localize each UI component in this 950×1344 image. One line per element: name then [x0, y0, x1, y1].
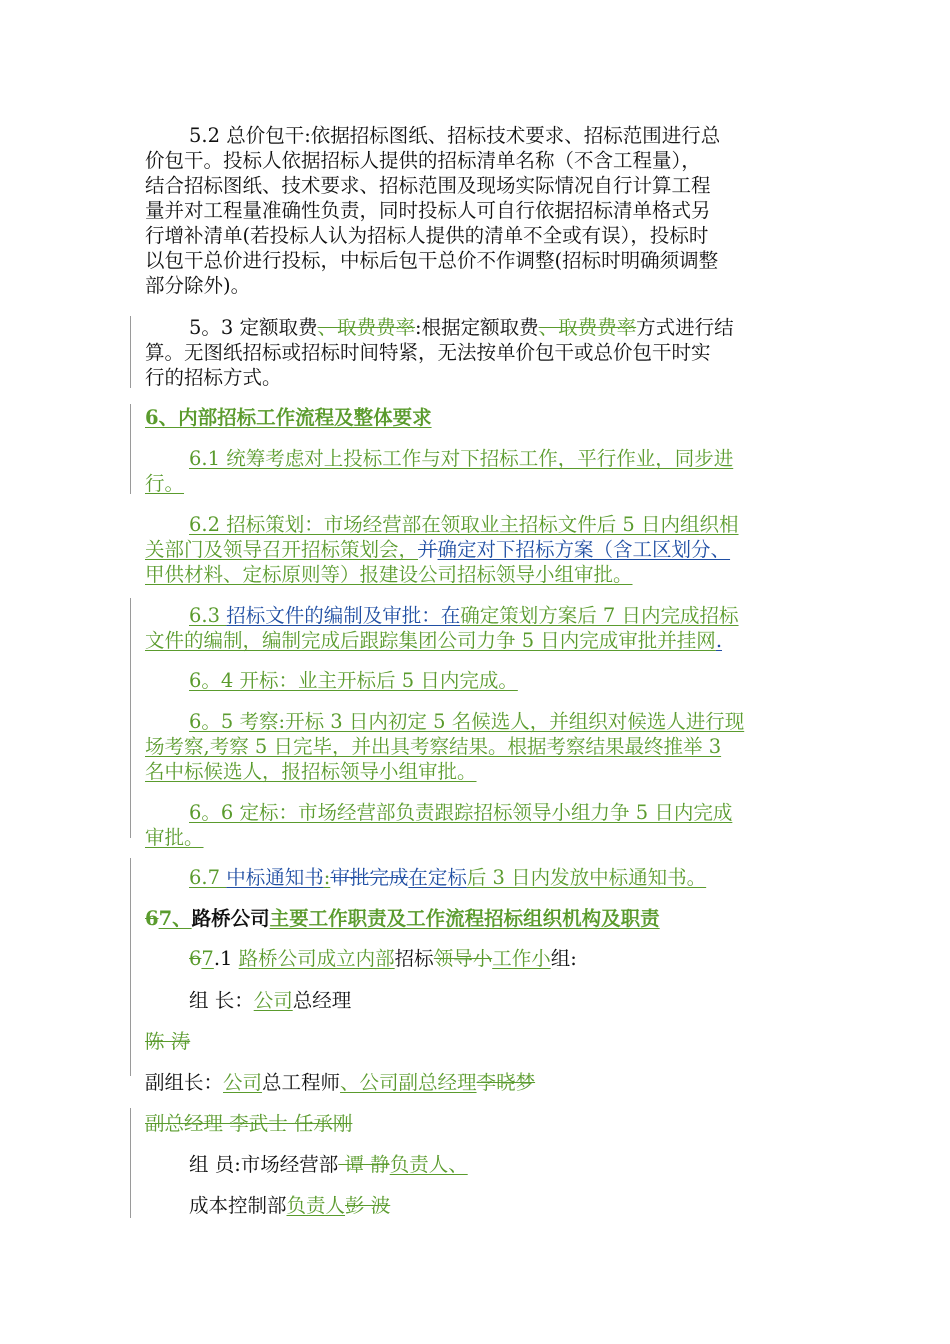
text-line [145, 988, 810, 1013]
text-line: 结合招标图纸、技术要求、招标范围及现场实际情况自行计算工程 [145, 174, 711, 197]
inserted-text: 7、 [158, 907, 192, 930]
inserted-text: 6.1 统筹考虑对上投标工作与对下招标工作，平行作业，同步进 [189, 447, 734, 470]
text-run: :根据定额取费 [415, 316, 539, 339]
inserted-text: 工作小 [492, 947, 551, 970]
text-line: 行增补清单(若投标人认为招标人提供的清单不全或有误），投标时 [145, 224, 709, 247]
team-member-line [145, 1152, 810, 1177]
paragraph-5-3 [145, 315, 810, 390]
text-run: 副组长： [145, 1071, 224, 1094]
inserted-text: 6。5 考察:开标 3 日内初定 5 名候选人，并组织对候选人进行现 [189, 710, 745, 733]
inserted-text: 6。6 定标：市场经营部负责跟踪招标领导小组力争 5 日内完成 [189, 801, 733, 824]
inserted-text: 负责人、 [389, 1153, 468, 1176]
deleted-text: 领导小 [433, 947, 493, 970]
text-run: 组 长： [189, 989, 254, 1012]
deleted-text: 审批完成 [330, 866, 409, 889]
inserted-text: 关部门及领导召开招标策划会， [145, 538, 419, 561]
deleted-text: 6 [189, 947, 202, 970]
inserted-text: 、公司副总经理 [340, 1071, 477, 1094]
text-line: 部分除外)。 [145, 274, 251, 297]
inserted-text: 公司 [253, 989, 293, 1012]
change-bar [130, 598, 131, 838]
deleted-deputy-line [145, 1111, 810, 1136]
text-run: 5。3 定额取费 [189, 316, 318, 339]
text-run: 组 员:市场经营部 [189, 1153, 339, 1176]
deleted-text: 李晓梦 [476, 1071, 536, 1094]
text-line: 价包干。投标人依据招标人提供的招标清单名称（不含工程量）， [145, 149, 701, 172]
text-line: 以包干总价进行投标，中标后包干总价不作调整(招标时明确须调整 [145, 249, 719, 272]
text-line [145, 865, 810, 890]
text-run: 总经理 [292, 989, 352, 1012]
text-line [145, 946, 810, 971]
inserted-text: 中标通知书 [226, 866, 324, 889]
change-bar [130, 404, 131, 494]
text-line: 行的招标方式。 [145, 366, 282, 389]
text-run: 成本控制部 [189, 1194, 287, 1217]
deputy-leader-line [145, 1070, 810, 1095]
inserted-text: 6.3 [189, 604, 227, 627]
inserted-text: 路桥公司成立内部 [238, 947, 395, 970]
text-run: 招标 [394, 947, 434, 970]
text-line [145, 628, 810, 653]
change-bar [130, 1108, 131, 1218]
inserted-text: . [715, 629, 723, 652]
inserted-heading: 6、内部招标工作流程及整体要求 [145, 406, 432, 429]
text-run: .1 [213, 947, 239, 970]
inserted-text: 甲供材料、定标原则等）报建设公司招标领导小组审批。 [145, 563, 633, 586]
text-line [145, 603, 810, 628]
change-bar [130, 316, 131, 388]
paragraph-6-7 [145, 865, 810, 890]
paragraph-7-1 [145, 946, 810, 971]
inserted-text: 招标文件的编制及审批：在 [226, 604, 461, 627]
text-run: 路桥公司 [191, 907, 270, 930]
paragraph-6-6 [145, 800, 810, 850]
paragraph-5-2 [145, 123, 810, 298]
text-line [145, 537, 810, 562]
inserted-text: 文件的编制，编制完成后跟踪集团公司力争 5 日内完成审批并挂网 [145, 629, 716, 652]
text-run: 方式进行结 [636, 316, 734, 339]
section-heading-7 [145, 906, 810, 931]
text-line: 算。无图纸招标或招标时间特紧，无法按单价包干或总价包干时实 [145, 341, 711, 364]
paragraph-6-2 [145, 512, 810, 587]
text-run: 组: [550, 947, 577, 970]
text-run: 总工程师 [262, 1071, 341, 1094]
paragraph-6-5 [145, 709, 810, 784]
text-line [145, 1070, 810, 1095]
deleted-text: 彭 波 [345, 1194, 391, 1217]
inserted-text: 后 3 日内发放中标通知书。 [466, 866, 707, 889]
deleted-text: 副总经理 李武士 任承刚 [145, 1112, 353, 1135]
paragraph-6-3 [145, 603, 810, 653]
inserted-text: 确定对下招标方案（含工区划分、 [437, 538, 731, 561]
inserted-text: 负责人 [286, 1194, 346, 1217]
inserted-text: 6。4 开标：业主开标后 5 日内完成。 [189, 669, 518, 692]
deleted-text: 、取费费率 [538, 316, 637, 339]
inserted-text: 确定策划方案后 7 日内完成招标 [460, 604, 739, 627]
deleted-text: 陈 涛 [145, 1030, 191, 1053]
deleted-text: 谭 静 [338, 1153, 390, 1176]
cost-control-line [145, 1193, 810, 1218]
text-line [145, 315, 810, 340]
inserted-text: 7 [201, 947, 214, 970]
inserted-text: 场考察,考察 5 日完毕，并出具考察结果。根据考察结果最终推举 3 [145, 735, 722, 758]
text-line: 5.2 总价包干:依据招标图纸、招标技术要求、招标范围进行总 [189, 124, 721, 147]
team-leader-line [145, 988, 810, 1013]
deleted-text: 、取费费率 [317, 316, 416, 339]
text-line [145, 906, 810, 931]
paragraph-6-1 [145, 446, 810, 496]
paragraph-6-4 [145, 668, 810, 693]
deleted-text: 并 [418, 538, 438, 561]
text-line [145, 1193, 810, 1218]
deleted-text: 6 [145, 907, 159, 930]
inserted-text: 6.2 招标策划：市场经营部在领取业主招标文件后 5 日内组织相 [189, 513, 739, 536]
inserted-text: 公司 [223, 1071, 263, 1094]
text-line: 量并对工程量准确性负责，同时投标人可自行依据招标清单格式另 [145, 199, 711, 222]
inserted-text: 审批。 [145, 826, 204, 849]
inserted-text: 名中标候选人，报招标领导小组审批。 [145, 760, 477, 783]
section-heading-6 [145, 405, 810, 430]
text-line [145, 1152, 810, 1177]
inserted-text: 在定标 [408, 866, 467, 889]
inserted-text: : [323, 866, 331, 889]
inserted-text: 行。 [145, 472, 185, 495]
inserted-text: 主要工作职责及工作流程招标组织机构及职责 [269, 907, 660, 930]
change-bar [130, 858, 131, 1076]
inserted-text: 6.7 [189, 866, 227, 889]
deleted-name-line [145, 1029, 810, 1054]
